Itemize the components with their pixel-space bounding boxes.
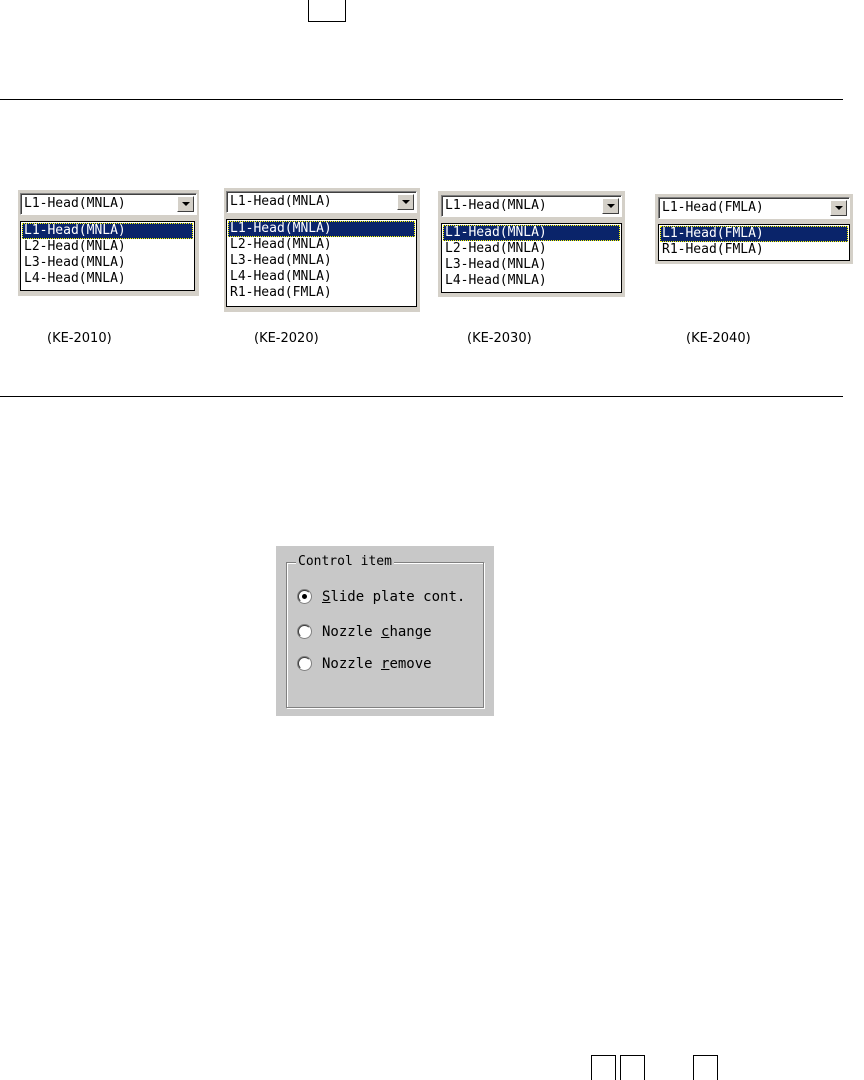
control-item-title: Control item (298, 554, 392, 569)
dropdown-arrow-icon[interactable] (397, 194, 414, 210)
radio-label[interactable]: Nozzle remove (322, 656, 432, 672)
head-select-ke2030[interactable] (441, 195, 622, 217)
dropdown-option[interactable]: L4-Head(MNLA) (24, 271, 126, 286)
blank-box-bottom-3 (693, 1055, 718, 1080)
radio-label[interactable]: Nozzle change (322, 624, 432, 640)
radio-button-icon[interactable] (298, 590, 311, 603)
radio-label[interactable]: Slide plate cont. (322, 589, 466, 605)
head-dropdown-list-ke2040 (658, 224, 850, 261)
radio-button-icon[interactable] (298, 625, 311, 638)
dropdown-option[interactable]: L1-Head(MNLA) (443, 225, 620, 241)
dropdown-option[interactable]: L3-Head(MNLA) (445, 257, 547, 272)
dropdown-option[interactable]: R1-Head(FMLA) (230, 285, 332, 300)
dropdown-option[interactable]: L4-Head(MNLA) (230, 269, 332, 284)
dropdown-option[interactable]: R1-Head(FMLA) (662, 242, 764, 257)
head-dropdown-list-ke2020 (226, 219, 417, 307)
head-dropdown-list-ke2030 (441, 223, 622, 293)
dropdown-option[interactable]: L2-Head(MNLA) (24, 239, 126, 254)
model-caption-ke2010: (KE-2010) (47, 331, 112, 346)
dropdown-arrow-icon[interactable] (830, 200, 847, 216)
head-select-ke2020[interactable] (226, 191, 417, 213)
divider-top (0, 99, 843, 100)
blank-box-bottom-1 (591, 1055, 616, 1080)
head-select-value: L1-Head(FMLA) (662, 200, 764, 215)
control-item-panel (276, 546, 494, 716)
dropdown-arrow-icon[interactable] (177, 196, 194, 212)
dropdown-option[interactable]: L3-Head(MNLA) (230, 253, 332, 268)
dropdown-option[interactable]: L2-Head(MNLA) (230, 237, 332, 252)
dropdown-option[interactable]: L1-Head(MNLA) (228, 221, 415, 237)
head-dropdown-list-ke2010 (20, 221, 195, 291)
dropdown-option[interactable]: L1-Head(MNLA) (22, 223, 193, 239)
radio-button-icon[interactable] (298, 657, 311, 670)
head-select-value: L1-Head(MNLA) (445, 198, 547, 213)
dropdown-option[interactable]: L4-Head(MNLA) (445, 273, 547, 288)
head-select-ke2040[interactable] (658, 197, 850, 219)
model-caption-ke2040: (KE-2040) (686, 331, 751, 346)
divider-middle (0, 396, 843, 397)
dropdown-arrow-icon[interactable] (602, 198, 619, 214)
dropdown-option[interactable]: L2-Head(MNLA) (445, 241, 547, 256)
dropdown-option[interactable]: L1-Head(FMLA) (660, 226, 848, 242)
model-caption-ke2020: (KE-2020) (254, 331, 319, 346)
blank-box-top (308, 0, 346, 22)
radio-dot (302, 594, 307, 599)
blank-box-bottom-2 (620, 1055, 645, 1080)
head-select-value: L1-Head(MNLA) (24, 196, 126, 211)
head-select-ke2010[interactable] (20, 193, 197, 215)
head-select-value: L1-Head(MNLA) (230, 194, 332, 209)
model-caption-ke2030: (KE-2030) (467, 331, 532, 346)
dropdown-option[interactable]: L3-Head(MNLA) (24, 255, 126, 270)
